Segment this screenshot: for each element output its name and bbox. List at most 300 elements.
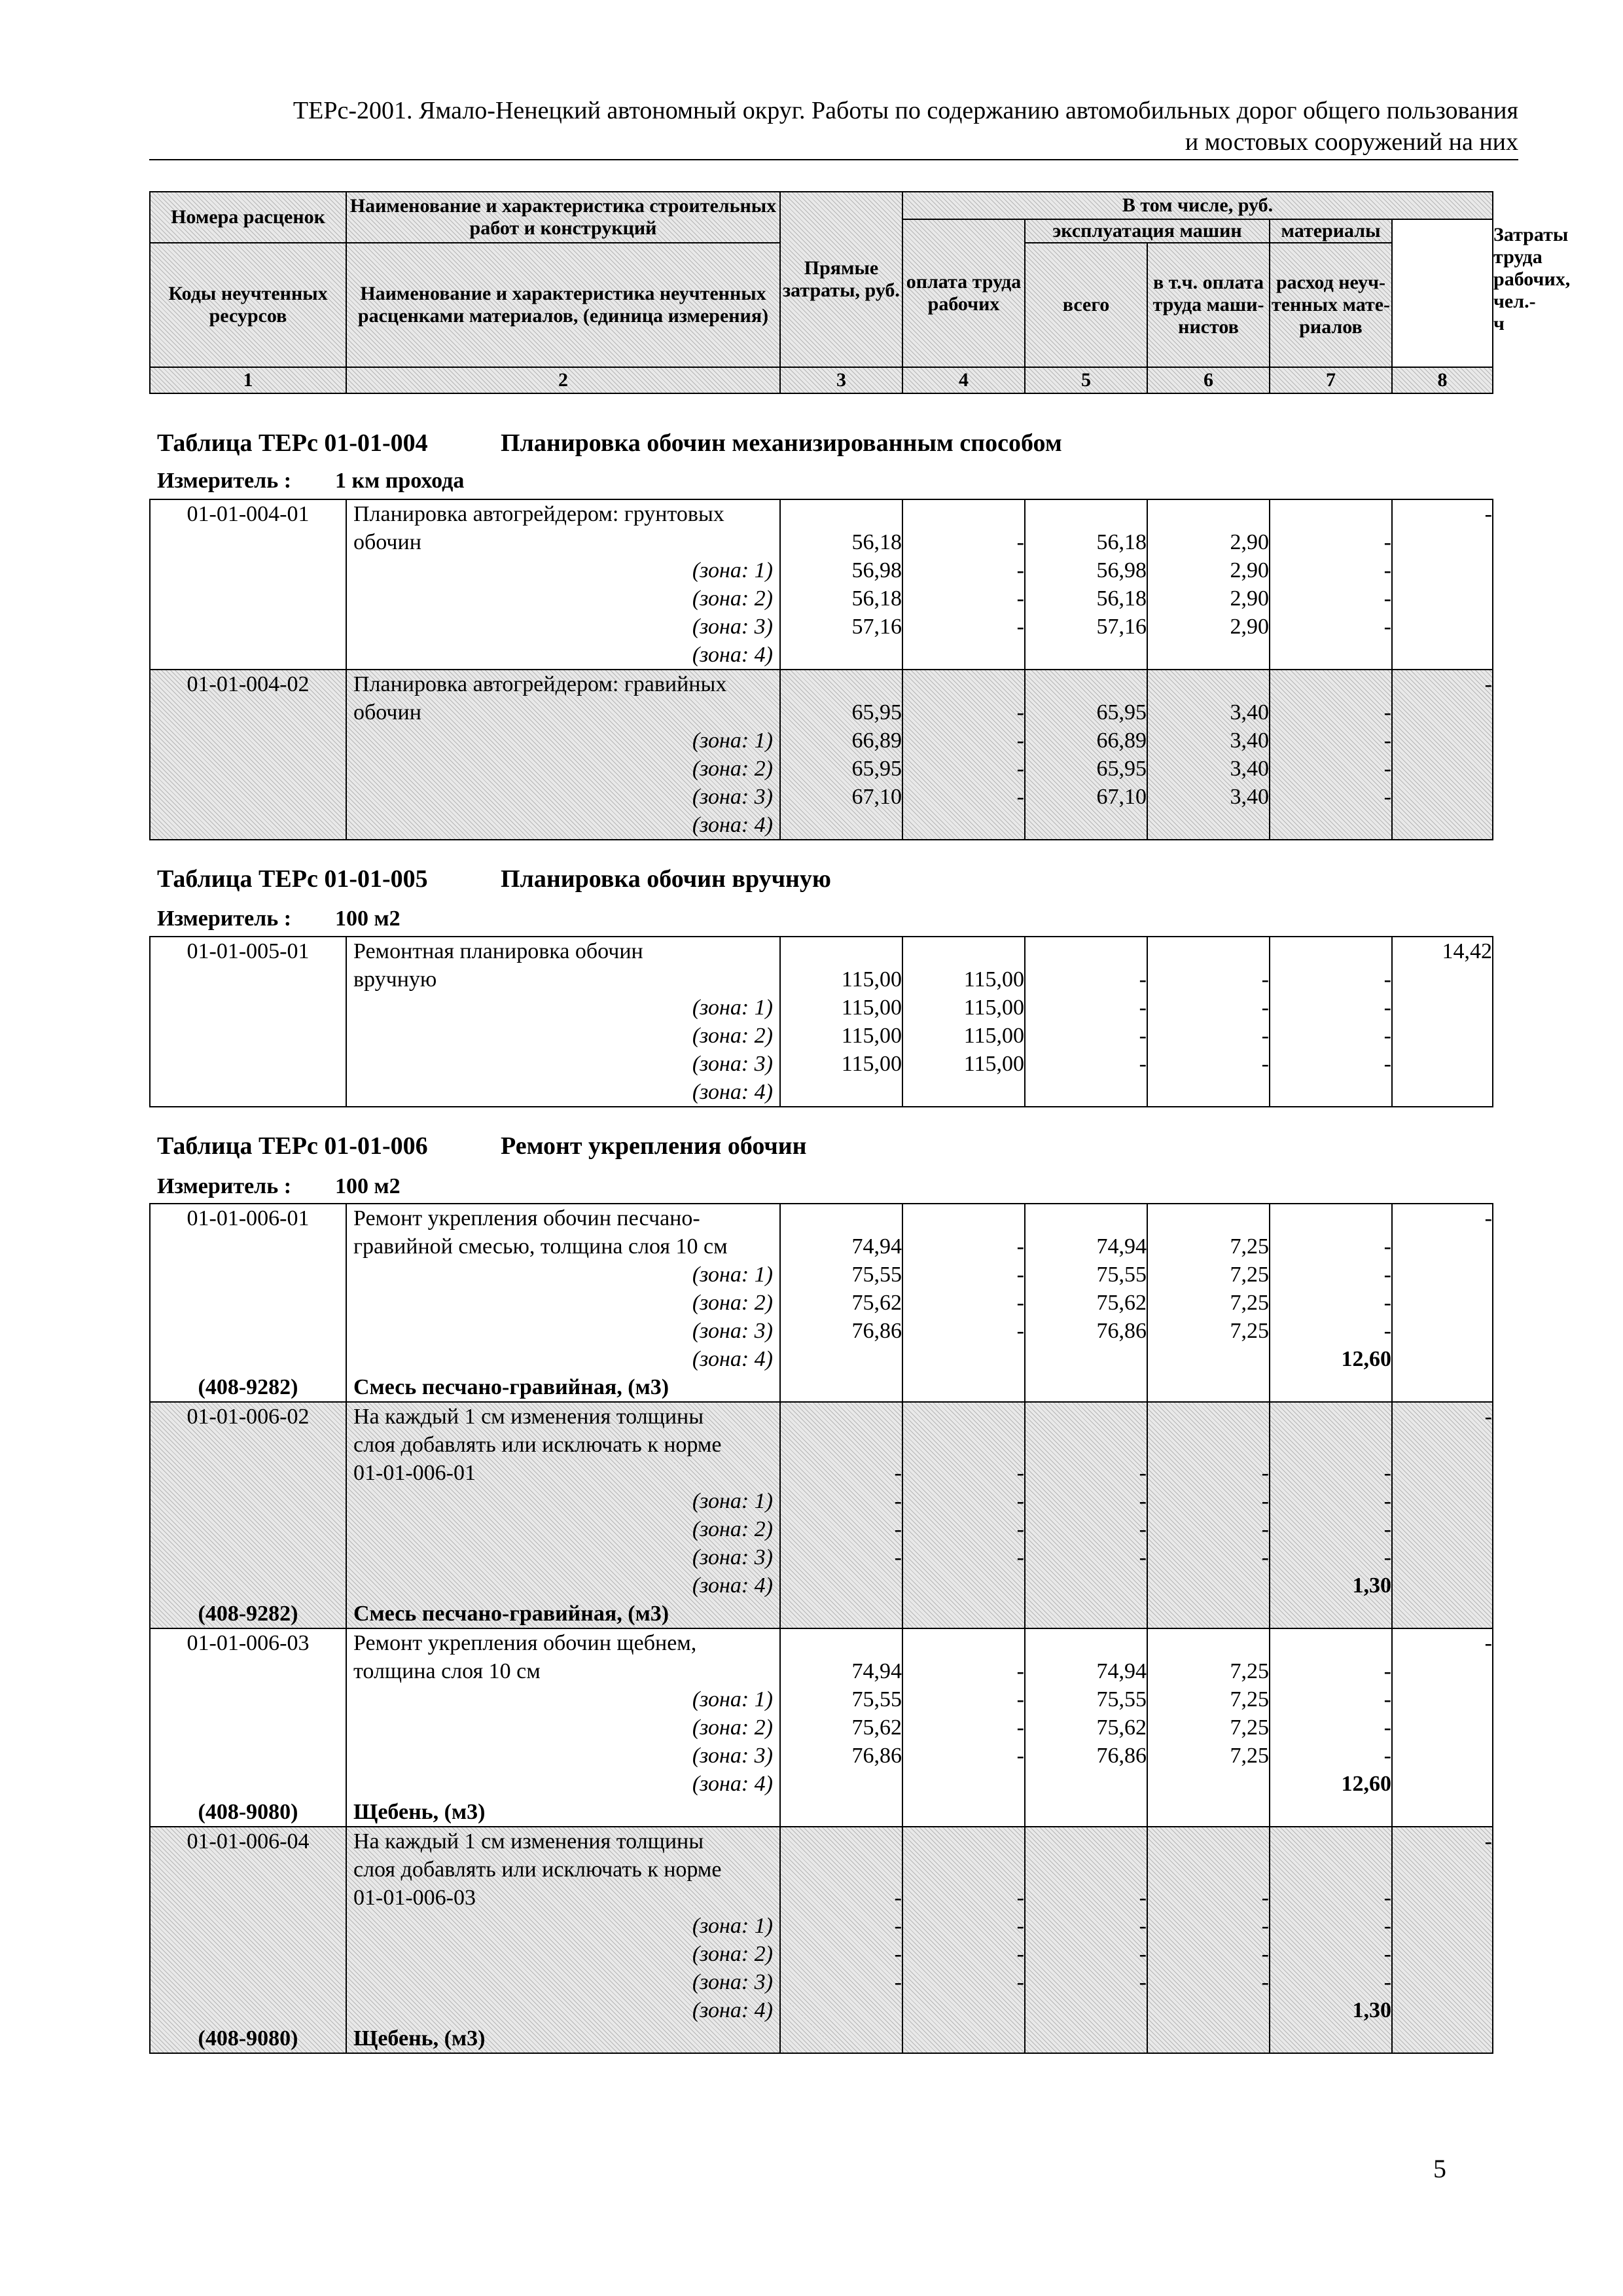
rate-id-cell [150,1628,346,1827]
work-name-line: обочин [353,700,421,725]
material-qty: - [1383,1489,1391,1513]
blank-line [1026,1345,1147,1373]
rate-row [150,670,1493,840]
measurer-value: 1 км прохода [335,469,465,493]
work-name-cell [346,937,780,1107]
material-qty: - [1383,530,1391,554]
work-name-line: вручную [353,967,437,992]
blank-line [1148,1345,1269,1373]
resource-qty: 12,60 [1341,1347,1391,1371]
blank-line [903,1629,1024,1657]
blank-line [1026,1403,1147,1431]
operator-pay: - [1261,1461,1269,1485]
labor-hours-cell [1392,499,1493,670]
blank-line [151,755,346,783]
operator-pay-cell [1147,499,1270,670]
operator-pay: 7,25 [1230,1319,1269,1343]
operator-pay: 2,90 [1230,586,1269,611]
resource-name: Щебень, (м3) [353,1800,486,1824]
direct-cost: 56,18 [851,530,902,554]
operator-pay: 7,25 [1230,1715,1269,1740]
machine-total-cell [1025,1402,1147,1628]
material-qty: - [1383,1052,1391,1076]
blank-line [1148,1403,1269,1431]
zone-label: (зона: 2) [692,1024,773,1048]
resource-name: Смесь песчано-гравийная, (м3) [353,1375,669,1399]
blank-line [151,1856,346,1884]
machine-total: 67,10 [1096,785,1147,809]
col2-top-header: Наименование и характеристика строительных работ и конструкций [346,192,780,243]
work-name-line: слоя добавлять или исключать к норме [353,1857,722,1882]
material-qty: - [1383,1715,1391,1740]
blank-line [151,613,346,641]
blank-line [151,641,346,669]
machine-total: - [1139,1489,1147,1513]
machine-total-cell [1025,1827,1147,2053]
machines-group-header: эксплуатация машин [1025,219,1270,243]
material-qty: - [1383,1914,1391,1938]
rate-table [149,499,1493,840]
machine-total: - [1139,1545,1147,1570]
material-qty: - [1383,1517,1391,1541]
machine-total-cell [1025,937,1147,1107]
machine-total-cell [1025,499,1147,670]
material-qty: - [1383,558,1391,583]
operator-pay-cell [1147,1402,1270,1628]
rate-id-cell [150,499,346,670]
blank-line [151,1078,346,1106]
rate-id: 01-01-006-04 [187,1829,310,1854]
operator-pay: - [1261,1970,1269,1994]
direct-cost: - [894,1914,902,1938]
operator-pay: - [1261,996,1269,1020]
rate-id-cell [150,1204,346,1402]
work-name-line: слоя добавлять или исключать к норме [353,1433,722,1457]
blank-line [1148,1856,1269,1884]
direct-cost: 115,00 [841,996,902,1020]
operator-pay: - [1261,967,1269,992]
work-name-line: гравийной смесью, толщина слоя 10 см [353,1234,728,1259]
operator-pay: - [1261,1052,1269,1076]
measurer-label: Измеритель : [157,906,292,931]
machine-total: 65,95 [1096,700,1147,725]
work-name-cell [346,1628,780,1827]
blank-line [1270,1856,1391,1884]
table-code: Таблица ТЕРс 01-01-004 [157,429,428,457]
direct-cost-cell [780,499,902,670]
blank-line [151,1742,346,1770]
zone-label: (зона: 2) [692,1715,773,1740]
direct-cost-cell [780,1204,902,1402]
machine-total: - [1139,967,1147,992]
operator-pay: - [1261,1886,1269,1910]
material-qty: - [1383,1291,1391,1315]
blank-line [903,1996,1024,2024]
measurer-label: Измеритель : [157,1174,292,1198]
resource-qty: 1,30 [1352,1998,1391,2022]
labor-pay: - [1016,1914,1024,1938]
col1-bottom-header: Коды неучтенных ресурсов [150,243,346,367]
page-number: 5 [1433,2154,1446,2183]
column-number: 7 [1270,367,1392,393]
col7-header: расход неуч- тенных мате- риалов [1270,243,1392,367]
machine-total: 56,18 [1096,530,1147,554]
zone-label: (зона: 4) [692,1080,773,1104]
col6-header: в т.ч. оплата труда маши- нистов [1147,243,1270,367]
direct-cost: 57,16 [851,615,902,639]
operator-pay: 2,90 [1230,530,1269,554]
material-qty: - [1383,728,1391,753]
material-qty: - [1383,1024,1391,1048]
table-name: Ремонт укрепления обочин [501,1132,807,1160]
blank-line [903,1345,1024,1373]
column-number: 3 [780,367,902,393]
machine-total: 57,16 [1096,615,1147,639]
labor-pay-cell [902,1827,1025,2053]
operator-pay: 7,25 [1230,1744,1269,1768]
blank-line [151,584,346,613]
direct-cost: - [894,1461,902,1485]
direct-cost: 74,94 [851,1234,902,1259]
labor-pay-cell [902,1628,1025,1827]
blank-line [151,1571,346,1600]
table-title [157,428,1062,458]
work-name-line: Планировка автогрейдером: гравийных [353,672,727,696]
machine-total: - [1139,996,1147,1020]
blank-line [151,1232,346,1261]
blank-line [781,670,902,698]
operator-pay: 2,90 [1230,558,1269,583]
labor-pay: - [1016,1942,1024,1966]
zone-label: (зона: 3) [692,1970,773,1994]
machine-total: 65,95 [1096,757,1147,781]
blank-line [1026,1856,1147,1884]
blank-line [781,1204,902,1232]
rate-id: 01-01-004-01 [187,502,310,526]
labor-pay: - [1016,1715,1024,1740]
blank-line [151,1431,346,1459]
blank-line [151,1996,346,2024]
rate-id: 01-01-006-02 [187,1405,310,1429]
material-qty: - [1383,1942,1391,1966]
blank-line [1148,1629,1269,1657]
blank-line [1026,1571,1147,1600]
blank-line [1148,500,1269,528]
direct-cost: 75,55 [851,1263,902,1287]
labor-pay: - [1016,1234,1024,1259]
blank-line [1148,1770,1269,1798]
labor-pay: - [1016,785,1024,809]
material-qty: - [1383,785,1391,809]
operator-pay-cell [1147,1204,1270,1402]
direct-cost: - [894,1517,902,1541]
zone-label: (зона: 2) [692,1291,773,1315]
machine-total-cell [1025,670,1147,840]
material-qty-cell [1270,499,1392,670]
blank-line [1148,1827,1269,1856]
blank-line [151,1968,346,1996]
material-qty: - [1383,586,1391,611]
material-qty: - [1383,1744,1391,1768]
operator-pay: 3,40 [1230,700,1269,725]
rate-id: 01-01-005-01 [187,939,310,963]
blank-line [1270,937,1391,965]
labor-pay: - [1016,1291,1024,1315]
machine-total: 74,94 [1096,1234,1147,1259]
column-number: 1 [150,367,346,393]
labor-pay: - [1016,530,1024,554]
blank-line [151,1685,346,1713]
zone-label: (зона: 2) [692,1942,773,1966]
labor-pay: 115,00 [963,1052,1024,1076]
work-name-line: Ремонтная планировка обочин [353,939,643,963]
blank-line [151,1657,346,1685]
zone-label: (зона: 4) [692,1772,773,1796]
material-qty-cell [1270,670,1392,840]
table-code: Таблица ТЕРс 01-01-006 [157,1132,428,1160]
direct-cost: - [894,1942,902,1966]
work-name-cell [346,499,780,670]
blank-line [1270,1827,1391,1856]
operator-pay: 3,40 [1230,757,1269,781]
blank-line [151,528,346,556]
blank-line [903,1204,1024,1232]
labor-hours-cell [1392,670,1493,840]
labor-hours-cell [1392,937,1493,1107]
blank-line [1026,1431,1147,1459]
operator-pay: - [1261,1489,1269,1513]
zone-label: (зона: 4) [692,1998,773,2022]
blank-line [151,1940,346,1968]
table-name: Планировка обочин вручную [501,865,831,893]
col1-top-header: Номера расценок [150,192,346,243]
labor-hours: - [1484,1631,1492,1655]
blank-line [151,1912,346,1940]
material-qty: - [1383,1687,1391,1712]
blank-line [1026,937,1147,965]
labor-pay-cell [902,1204,1025,1402]
machine-total: - [1139,1914,1147,1938]
blank-line [781,1571,902,1600]
machine-total-cell [1025,1628,1147,1827]
direct-cost: - [894,1545,902,1570]
blank-line [151,698,346,726]
blank-line [781,1431,902,1459]
labor-pay: - [1016,1970,1024,1994]
running-header-line-1: ТЕРс-2001. Ямало-Ненецкий автономный округ. Работы по содержанию автомобильных дорог общего пользования [293,97,1518,124]
blank-line [1148,937,1269,965]
blank-line [151,1050,346,1078]
rate-id: 01-01-006-03 [187,1631,310,1655]
blank-line [1026,670,1147,698]
column-number: 8 [1392,367,1493,393]
measurer-value: 100 м2 [335,1174,401,1198]
blank-line [151,994,346,1022]
blank-line [903,1827,1024,1856]
machine-total: 75,55 [1096,1263,1147,1287]
blank-line [781,500,902,528]
blank-line [781,1996,902,2024]
operator-pay-cell [1147,670,1270,840]
rate-row [150,1827,1493,2053]
blank-line [903,1403,1024,1431]
zone-label: (зона: 1) [692,1489,773,1513]
labor-hours: - [1484,672,1492,696]
resource-code: (408-9282) [198,1602,298,1626]
blank-line [781,937,902,965]
zone-label: (зона: 4) [692,643,773,667]
blank-line [151,726,346,755]
material-qty-cell [1270,1204,1392,1402]
resource-code: (408-9080) [198,1800,298,1824]
blank-line [1270,1431,1391,1459]
blank-line [781,1345,902,1373]
machine-total: 76,86 [1096,1744,1147,1768]
direct-cost-cell [780,937,902,1107]
machine-total: 66,89 [1096,728,1147,753]
operator-pay: - [1261,1914,1269,1938]
machine-total: - [1139,1461,1147,1485]
material-qty-cell [1270,1628,1392,1827]
material-qty-cell [1270,1402,1392,1628]
blank-line [151,1261,346,1289]
measurer-value: 100 м2 [335,906,401,931]
work-name-cell [346,1402,780,1628]
work-name-line: Ремонт укрепления обочин щебнем, [353,1631,697,1655]
labor-hours: - [1484,502,1492,526]
work-name-cell [346,1204,780,1402]
machine-total-cell [1025,1204,1147,1402]
blank-line [1026,1827,1147,1856]
direct-cost: 56,98 [851,558,902,583]
blank-line [1148,1204,1269,1232]
work-name-line: толщина слоя 10 см [353,1659,541,1683]
direct-cost-cell [780,1827,902,2053]
operator-pay: - [1261,1942,1269,1966]
zone-label: (зона: 3) [692,1319,773,1343]
column-number: 2 [346,367,780,393]
measurer [157,906,401,932]
labor-hours-cell [1392,1204,1493,1402]
labor-pay: - [1016,1517,1024,1541]
blank-line [1026,1629,1147,1657]
materials-group-header: материалы [1270,219,1392,243]
column-number: 5 [1025,367,1147,393]
direct-cost: 115,00 [841,1024,902,1048]
machine-total: - [1139,1970,1147,1994]
rate-row [150,1204,1493,1402]
rate-row [150,499,1493,670]
direct-cost: 67,10 [851,785,902,809]
operator-pay: 3,40 [1230,785,1269,809]
zone-label: (зона: 3) [692,785,773,809]
col3-header: Прямые затраты, руб. [780,192,902,367]
work-name-line: На каждый 1 см изменения толщины [353,1405,704,1429]
direct-cost: 115,00 [841,1052,902,1076]
rate-id-cell [150,937,346,1107]
machine-total: 56,18 [1096,586,1147,611]
blank-line [1270,1403,1391,1431]
column-header-table: Номера расценок Наименование и характеристика строительных работ и конструкций Прямые затраты, руб. В том числе, руб. Затраты труда рабочих, чел.-ч оплата труда рабочих эксплуатация машин материалы Коды неучтенных ресурсов Наименование и характеристика неучтенных расценками материалов, (единица измерения) всего в т.ч. оплата труда маши- нистов расход неуч- тенных мате- риалов 1 2 3 4 5 6 7 8 [149,191,1493,394]
blank-line [781,1856,902,1884]
machine-total: 75,62 [1096,1715,1147,1740]
column-number: 4 [902,367,1025,393]
labor-pay-cell [902,1402,1025,1628]
blank-line [903,1770,1024,1798]
blank-line [151,556,346,584]
operator-pay: 7,25 [1230,1234,1269,1259]
labor-pay: - [1016,1319,1024,1343]
table-name: Планировка обочин механизированным способом [501,429,1062,457]
blank-line [1270,670,1391,698]
rate-row [150,1402,1493,1628]
material-qty: - [1383,996,1391,1020]
blank-line [1148,1431,1269,1459]
blank-line [1026,500,1147,528]
resource-qty: 12,60 [1341,1772,1391,1796]
resource-qty: 1,30 [1352,1573,1391,1598]
machine-total: - [1139,1517,1147,1541]
operator-pay: 7,25 [1230,1659,1269,1683]
material-qty: - [1383,1263,1391,1287]
blank-line [151,783,346,811]
operator-pay: 3,40 [1230,728,1269,753]
labor-pay: - [1016,1687,1024,1712]
operator-pay: - [1261,1517,1269,1541]
work-name-cell [346,670,780,840]
direct-cost: - [894,1970,902,1994]
blank-line [1026,1770,1147,1798]
blank-line [903,1431,1024,1459]
zone-label: (зона: 2) [692,1517,773,1541]
work-name-line: На каждый 1 см изменения толщины [353,1829,704,1854]
blank-line [151,1543,346,1571]
work-name-line: обочин [353,530,421,554]
resource-code: (408-9282) [198,1375,298,1399]
material-qty: - [1383,1659,1391,1683]
zone-label: (зона: 1) [692,728,773,753]
labor-hours: 14,42 [1442,939,1492,963]
blank-line [781,1770,902,1798]
labor-hours: - [1484,1405,1492,1429]
blank-line [151,1713,346,1742]
blank-line [903,937,1024,965]
operator-pay-cell [1147,1827,1270,2053]
labor-pay: - [1016,700,1024,725]
work-name-line: Планировка автогрейдером: грунтовых [353,502,724,526]
rate-row [150,1628,1493,1827]
column-number: 6 [1147,367,1270,393]
blank-line [1270,1629,1391,1657]
zone-label: (зона: 4) [692,1347,773,1371]
material-qty: - [1383,1234,1391,1259]
labor-pay: - [1016,728,1024,753]
operator-pay: - [1261,1545,1269,1570]
material-qty: - [1383,700,1391,725]
direct-cost: 75,62 [851,1715,902,1740]
zone-label: (зона: 1) [692,1914,773,1938]
labor-pay: - [1016,757,1024,781]
machine-total: - [1139,1024,1147,1048]
zone-label: (зона: 4) [692,1573,773,1598]
labor-pay-cell [902,499,1025,670]
resource-code: (408-9080) [198,2026,298,2051]
zone-label: (зона: 3) [692,615,773,639]
labor-hours-cell [1392,1628,1493,1827]
work-name-line: Ремонт укрепления обочин песчано- [353,1206,700,1230]
labor-pay: - [1016,1545,1024,1570]
running-header-line-2: и мостовых сооружений на них [1185,128,1518,156]
